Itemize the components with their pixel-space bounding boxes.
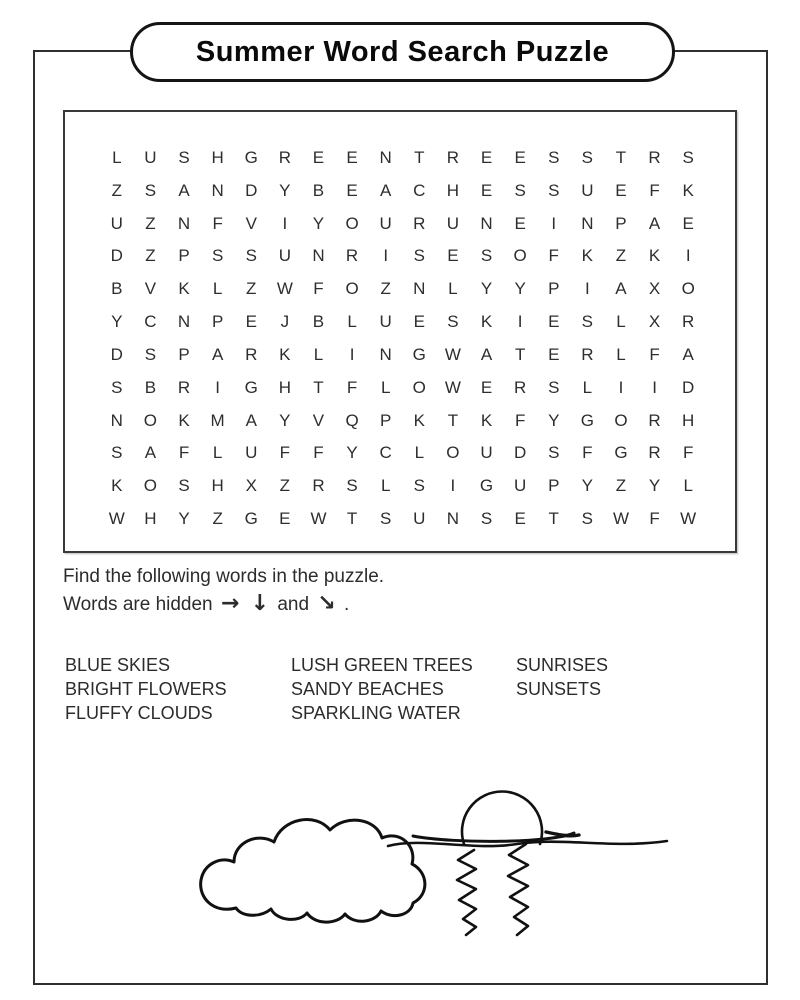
grid-cell-r2-c13: S xyxy=(514,180,526,200)
instructions-line-2 xyxy=(63,590,384,618)
grid-cell-r8-c11: W xyxy=(444,377,461,397)
grid-cell-r6-c7: B xyxy=(312,312,325,332)
grid-cell-r9-c16: O xyxy=(614,410,628,430)
grid-cell-r9-c7: V xyxy=(312,410,325,430)
grid-cell-r6-c10: E xyxy=(413,312,425,332)
grid-cell-r9-c14: Y xyxy=(548,410,560,430)
grid-cell-r4-c2: Z xyxy=(145,246,156,266)
grid-cell-r7-c9: N xyxy=(379,344,392,364)
grid-cell-r1-c4: H xyxy=(211,147,224,167)
grid-cell-r12-c3: Y xyxy=(178,509,190,529)
grid-cell-r8-c16: I xyxy=(618,377,624,397)
word-list-item: SANDY BEACHES xyxy=(291,679,444,699)
grid-cell-r7-c11: W xyxy=(444,344,461,364)
grid-cell-r8-c14: S xyxy=(548,377,560,397)
grid-cell-r4-c11: E xyxy=(447,246,459,266)
grid-cell-r6-c1: Y xyxy=(111,312,123,332)
grid-cell-r12-c1: W xyxy=(108,509,125,529)
grid-cell-r3-c12: N xyxy=(480,213,493,233)
grid-cell-r6-c17: X xyxy=(648,312,661,332)
grid-cell-r6-c15: S xyxy=(581,312,594,332)
grid-cell-r2-c11: H xyxy=(446,180,460,200)
grid-cell-r5-c6: W xyxy=(276,279,293,299)
instructions-line-1: Find the following words in the puzzle. xyxy=(63,566,385,587)
grid-cell-r5-c5: Z xyxy=(246,279,257,299)
grid-cell-r8-c18: D xyxy=(682,377,695,397)
grid-cell-r1-c11: R xyxy=(446,147,460,167)
grid-cell-r9-c15: G xyxy=(580,410,594,430)
grid-cell-r5-c8: O xyxy=(345,279,359,299)
grid-cell-r5-c13: Y xyxy=(514,279,526,299)
grid-cell-r2-c4: N xyxy=(211,180,224,200)
grid-cell-r4-c15: K xyxy=(581,246,594,266)
grid-cell-r10-c1: S xyxy=(111,443,123,463)
grid-cell-r7-c6: K xyxy=(279,344,291,364)
grid-cell-r9-c1: N xyxy=(110,410,123,430)
grid-cell-r12-c15: S xyxy=(581,509,594,529)
grid-cell-r10-c3: F xyxy=(178,443,190,463)
grid-cell-r7-c17: F xyxy=(649,344,660,364)
down-arrow-icon: ↓ xyxy=(250,591,270,616)
grid-cell-r10-c14: S xyxy=(548,443,560,463)
grid-cell-r1-c3: S xyxy=(178,147,190,167)
grid-cell-r2-c8: E xyxy=(346,180,358,200)
grid-cell-r10-c13: D xyxy=(513,443,527,463)
grid-cell-r2-c14: S xyxy=(548,180,560,200)
grid-cell-r11-c8: S xyxy=(346,476,358,496)
grid-cell-r3-c18: E xyxy=(682,213,694,233)
grid-cell-r10-c4: L xyxy=(212,443,223,463)
grid-cell-r11-c7: R xyxy=(312,476,325,496)
grid-cell-r12-c4: Z xyxy=(212,509,223,529)
grid-cell-r8-c4: I xyxy=(215,377,220,397)
grid-cell-r11-c16: Z xyxy=(615,476,627,496)
grid-cell-r2-c15: U xyxy=(581,180,594,200)
word-list-item: BRIGHT FLOWERS xyxy=(65,679,227,699)
grid-cell-r12-c11: N xyxy=(446,509,460,529)
grid-cell-r5-c3: K xyxy=(178,279,190,299)
grid-cell-r1-c5: G xyxy=(244,147,258,167)
right-arrow-icon: → xyxy=(220,591,240,616)
grid-cell-r6-c4: P xyxy=(211,312,224,332)
grid-cell-r10-c18: F xyxy=(682,443,694,463)
grid-cell-r8-c5: G xyxy=(244,377,258,397)
grid-cell-r6-c13: I xyxy=(517,312,523,332)
grid-cell-r7-c14: E xyxy=(548,344,560,364)
grid-cell-r10-c8: Y xyxy=(346,443,358,463)
grid-cell-r3-c13: E xyxy=(514,213,526,233)
grid-cell-r9-c8: Q xyxy=(345,410,359,430)
grid-cell-r1-c12: E xyxy=(480,147,493,167)
grid-cell-r9-c13: F xyxy=(514,410,526,430)
grid-cell-r6-c14: E xyxy=(548,312,560,332)
grid-cell-r11-c2: O xyxy=(143,476,158,496)
letter-grid xyxy=(100,141,705,535)
grid-cell-r7-c2: S xyxy=(144,344,157,364)
grid-cell-r1-c16: T xyxy=(615,147,627,167)
grid-cell-r5-c9: Z xyxy=(380,279,391,299)
grid-cell-r10-c12: U xyxy=(480,443,493,463)
grid-cell-r7-c3: P xyxy=(178,344,190,364)
grid-cell-r2-c5: D xyxy=(245,180,258,200)
grid-cell-r3-c1: U xyxy=(110,213,123,233)
grid-cell-r7-c1: D xyxy=(110,344,123,364)
grid-cell-r3-c2: Z xyxy=(145,213,156,233)
grid-cell-r9-c2: O xyxy=(143,410,158,430)
grid-cell-r7-c12: A xyxy=(480,344,493,364)
grid-cell-r11-c11: I xyxy=(450,476,456,496)
grid-cell-r12-c6: E xyxy=(279,509,291,529)
grid-cell-r4-c13: O xyxy=(513,246,527,266)
word-list-item: SPARKLING WATER xyxy=(291,703,461,723)
grid-cell-r6-c8: L xyxy=(347,312,357,332)
grid-cell-r11-c3: S xyxy=(178,476,190,496)
grid-cell-r12-c18: W xyxy=(680,509,697,529)
word-list-column-2 xyxy=(291,653,516,725)
grid-cell-r9-c17: R xyxy=(648,410,661,430)
grid-cell-r11-c10: S xyxy=(413,476,425,496)
grid-cell-r7-c7: L xyxy=(313,344,324,364)
grid-cell-r2-c17: F xyxy=(649,180,660,200)
grid-cell-r12-c8: T xyxy=(346,509,358,529)
grid-cell-r11-c9: L xyxy=(380,476,391,496)
grid-cell-r8-c15: L xyxy=(582,377,593,397)
instructions-and-text: and xyxy=(277,594,310,615)
grid-cell-r7-c16: L xyxy=(616,344,626,364)
grid-cell-r7-c18: A xyxy=(682,344,694,364)
grid-cell-r6-c18: R xyxy=(682,312,695,332)
grid-cell-r3-c3: N xyxy=(177,213,191,233)
grid-cell-r2-c2: S xyxy=(144,180,157,200)
grid-cell-r2-c9: A xyxy=(380,180,392,200)
sunset-over-water-icon xyxy=(388,792,667,935)
grid-cell-r3-c9: U xyxy=(379,213,392,233)
grid-cell-r6-c16: L xyxy=(616,312,626,332)
grid-cell-r10-c9: C xyxy=(379,443,392,463)
grid-cell-r4-c1: D xyxy=(110,246,123,266)
grid-cell-r4-c5: S xyxy=(245,246,257,266)
grid-cell-r1-c2: U xyxy=(144,147,157,167)
grid-cell-r4-c3: P xyxy=(178,246,190,266)
instructions-line-2-prefix: Words are hidden xyxy=(63,594,213,615)
grid-cell-r1-c17: R xyxy=(648,147,661,167)
grid-cell-r8-c3: R xyxy=(177,377,191,397)
grid-cell-r8-c7: T xyxy=(313,377,324,397)
grid-cell-r12-c16: W xyxy=(612,509,629,529)
grid-cell-r11-c14: P xyxy=(548,476,560,496)
grid-cell-r4-c6: U xyxy=(278,246,291,266)
grid-cell-r8-c10: O xyxy=(412,377,426,397)
grid-cell-r11-c18: L xyxy=(683,476,693,496)
grid-cell-r5-c14: P xyxy=(548,279,560,299)
grid-cell-r11-c5: X xyxy=(245,476,257,496)
grid-cell-r12-c9: S xyxy=(380,509,392,529)
grid-cell-r2-c3: A xyxy=(178,180,190,200)
grid-cell-r12-c13: E xyxy=(514,509,526,529)
grid-cell-r8-c9: L xyxy=(380,377,391,397)
instructions-period: . xyxy=(344,594,350,615)
grid-cell-r8-c2: B xyxy=(144,377,157,397)
grid-cell-r4-c8: R xyxy=(345,246,359,266)
grid-cell-r12-c12: S xyxy=(480,509,493,529)
grid-cell-r11-c15: Y xyxy=(581,476,594,496)
grid-cell-r9-c18: H xyxy=(682,410,695,430)
word-list-item: FLUFFY CLOUDS xyxy=(65,703,213,723)
grid-cell-r2-c12: E xyxy=(480,180,493,200)
grid-cell-r10-c11: O xyxy=(446,443,460,463)
grid-cell-r9-c3: K xyxy=(178,410,190,430)
grid-cell-r1-c9: N xyxy=(379,147,392,167)
grid-cell-r12-c10: U xyxy=(413,509,426,529)
grid-cell-r11-c13: U xyxy=(513,476,527,496)
grid-cell-r7-c13: T xyxy=(514,344,526,364)
grid-cell-r4-c17: K xyxy=(648,246,661,266)
grid-cell-r1-c15: S xyxy=(581,147,594,167)
grid-cell-r10-c10: L xyxy=(414,443,425,463)
title-banner xyxy=(130,22,675,82)
grid-cell-r8-c17: I xyxy=(652,377,657,397)
grid-cell-r9-c6: Y xyxy=(279,410,291,430)
grid-cell-r1-c18: S xyxy=(682,147,694,167)
grid-cell-r4-c12: S xyxy=(480,246,493,266)
grid-cell-r11-c4: H xyxy=(211,476,224,496)
diagonal-down-arrow-icon: ↘ xyxy=(317,591,336,616)
grid-cell-r3-c10: R xyxy=(413,213,426,233)
grid-cell-r1-c1: L xyxy=(112,147,122,167)
grid-cell-r4-c16: Z xyxy=(615,246,627,266)
grid-cell-r3-c8: O xyxy=(345,213,359,233)
grid-cell-r12-c14: T xyxy=(548,509,559,529)
grid-cell-r2-c1: Z xyxy=(111,180,122,200)
grid-cell-r4-c4: S xyxy=(211,246,224,266)
grid-cell-r4-c10: S xyxy=(413,246,425,266)
grid-cell-r4-c7: N xyxy=(312,246,325,266)
grid-cell-r4-c14: F xyxy=(548,246,559,266)
grid-cell-r5-c15: I xyxy=(584,279,590,299)
grid-cell-r3-c6: I xyxy=(282,213,288,233)
grid-cell-r4-c18: I xyxy=(685,246,691,266)
grid-cell-r6-c9: U xyxy=(379,312,392,332)
grid-cell-r10-c2: A xyxy=(144,443,157,463)
word-list-item: SUNSETS xyxy=(516,679,602,699)
grid-cell-r6-c11: S xyxy=(447,312,459,332)
grid-cell-r10-c17: R xyxy=(648,443,661,463)
grid-cell-r2-c10: C xyxy=(413,180,426,200)
grid-cell-r3-c11: U xyxy=(446,213,460,233)
grid-cell-r7-c8: I xyxy=(349,344,355,364)
grid-cell-r12-c5: G xyxy=(244,509,258,529)
grid-cell-r3-c7: Y xyxy=(312,213,325,233)
grid-cell-r5-c11: L xyxy=(448,279,458,299)
grid-cell-r9-c12: K xyxy=(480,410,493,430)
grid-cell-r6-c3: N xyxy=(177,312,191,332)
grid-cell-r11-c12: G xyxy=(479,476,494,496)
grid-cell-r12-c7: W xyxy=(310,509,327,529)
grid-cell-r8-c12: E xyxy=(480,377,493,397)
grid-cell-r5-c7: F xyxy=(313,279,324,299)
grid-cell-r3-c16: P xyxy=(615,213,627,233)
grid-cell-r10-c5: U xyxy=(245,443,258,463)
grid-cell-r1-c13: E xyxy=(514,147,526,167)
grid-cell-r12-c2: H xyxy=(144,509,157,529)
grid-cell-r6-c2: C xyxy=(144,312,157,332)
grid-cell-r5-c18: O xyxy=(681,279,695,299)
grid-cell-r4-c9: I xyxy=(383,246,389,266)
grid-cell-r2-c7: B xyxy=(312,180,325,200)
grid-cell-r1-c6: R xyxy=(278,147,291,167)
word-list-item: SUNRISES xyxy=(516,655,609,675)
grid-cell-r9-c4: M xyxy=(210,410,225,430)
word-list-column-3 xyxy=(516,653,608,725)
word-list-column-1 xyxy=(65,653,291,725)
grid-cell-r3-c4: F xyxy=(212,213,223,233)
grid-cell-r5-c17: X xyxy=(648,279,661,299)
grid-cell-r5-c1: B xyxy=(111,279,123,299)
grid-cell-r2-c18: K xyxy=(682,180,694,200)
grid-cell-r6-c6: J xyxy=(280,312,290,332)
grid-cell-r12-c17: F xyxy=(649,509,660,529)
word-list-item: BLUE SKIES xyxy=(65,655,171,675)
grid-cell-r7-c4: A xyxy=(211,344,224,364)
grid-cell-r9-c9: P xyxy=(380,410,392,430)
grid-cell-r10-c16: G xyxy=(614,443,628,463)
grid-cell-r10-c6: F xyxy=(279,443,291,463)
grid-cell-r5-c2: V xyxy=(144,279,157,299)
grid-cell-r3-c17: A xyxy=(648,213,661,233)
grid-cell-r7-c5: R xyxy=(245,344,258,364)
instructions xyxy=(63,563,384,618)
grid-cell-r3-c15: N xyxy=(581,213,594,233)
grid-cell-r6-c12: K xyxy=(480,312,493,332)
grid-cell-r7-c10: G xyxy=(412,344,426,364)
grid-cell-r9-c5: A xyxy=(245,410,257,430)
grid-cell-r3-c5: V xyxy=(245,213,257,233)
grid-cell-r9-c10: K xyxy=(413,410,425,430)
grid-cell-r6-c5: E xyxy=(245,312,257,332)
grid-cell-r2-c16: E xyxy=(615,180,627,200)
grid-cell-r5-c4: L xyxy=(212,279,223,299)
grid-cell-r8-c6: H xyxy=(278,377,291,397)
grid-cell-r10-c15: F xyxy=(582,443,593,463)
grid-cell-r5-c10: N xyxy=(413,279,426,299)
grid-cell-r11-c1: K xyxy=(111,476,123,496)
grid-cell-r1-c14: S xyxy=(548,147,560,167)
grid-cell-r5-c12: Y xyxy=(480,279,493,299)
puzzle-grid-box xyxy=(63,110,737,553)
grid-cell-r3-c14: I xyxy=(551,213,557,233)
grid-cell-r11-c17: Y xyxy=(648,476,661,496)
grid-cell-r10-c7: F xyxy=(313,443,324,463)
grid-cell-r1-c7: E xyxy=(312,147,325,167)
grid-cell-r11-c6: Z xyxy=(279,476,291,496)
grid-cell-r5-c16: A xyxy=(615,279,627,299)
grid-cell-r9-c11: T xyxy=(447,410,459,430)
word-list xyxy=(65,653,608,725)
summer-scene-illustration xyxy=(170,768,670,978)
word-list-item: LUSH GREEN TREES xyxy=(291,655,473,675)
grid-cell-r8-c1: S xyxy=(111,377,123,397)
grid-cell-r7-c15: R xyxy=(581,344,594,364)
grid-cell-r8-c8: F xyxy=(346,377,358,397)
grid-cell-r1-c8: E xyxy=(346,147,358,167)
grid-cell-r1-c10: T xyxy=(414,147,425,167)
page-title: Summer Word Search Puzzle xyxy=(195,35,610,68)
grid-cell-r2-c6: Y xyxy=(279,180,291,200)
cloud-icon xyxy=(201,820,425,923)
grid-cell-r8-c13: R xyxy=(513,377,527,397)
